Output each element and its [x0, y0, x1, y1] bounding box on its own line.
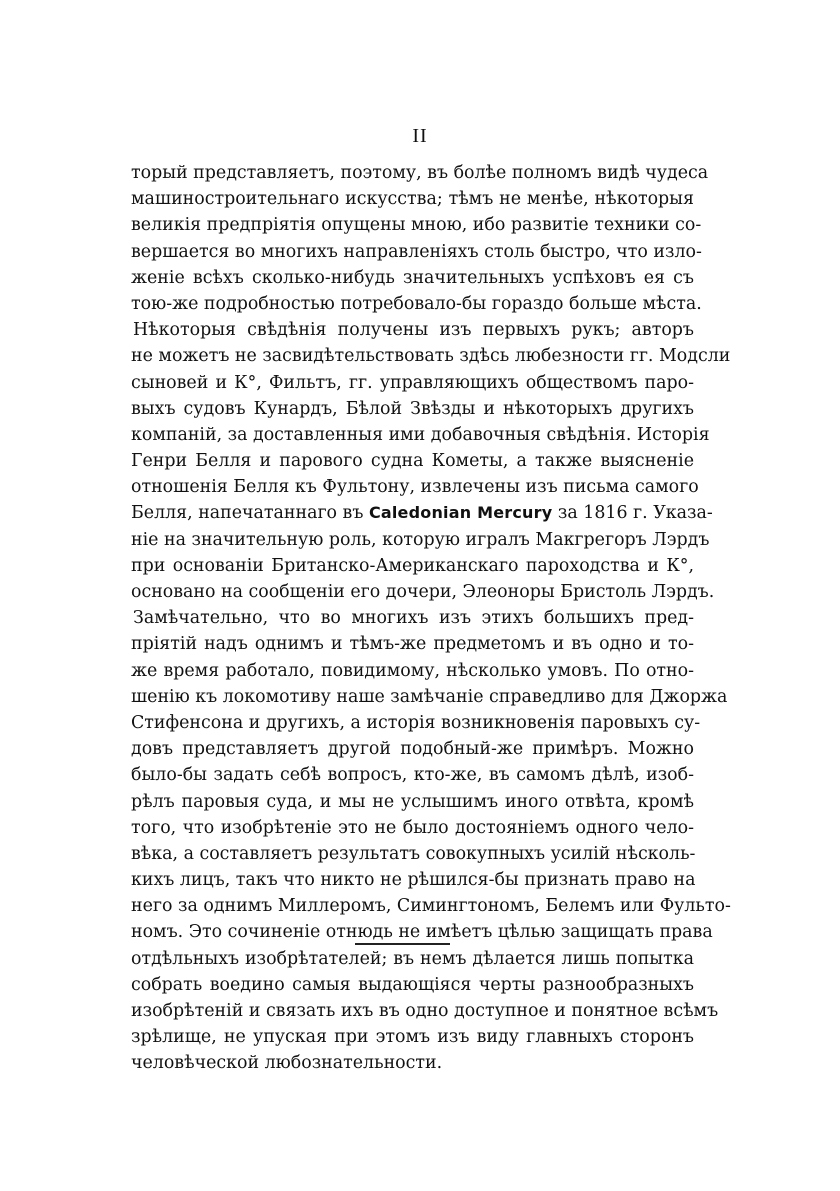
text-segment: Белля, напечатаннаго въ: [131, 503, 369, 524]
text-line: изобрѣтеній и связать ихъ въ одно доступное и понятное всѣмъ: [131, 1001, 719, 1021]
text-segment: за 1816 г. Указа-: [552, 503, 713, 524]
text-line: компаній, за доставленныя ими добавочныя свѣдѣнія. Исторія: [131, 424, 710, 445]
paragraph-1: [131, 160, 709, 317]
text-line: Нѣкоторыя свѣдѣнія получены изъ первыхъ рукъ; авторъ: [133, 320, 694, 341]
text-line: него за однимъ Миллеромъ, Симингтономъ, Белемъ или Фульто-: [131, 896, 731, 917]
paragraph-2: [131, 317, 731, 605]
text-line: человѣческой любознательности.: [131, 1053, 443, 1074]
text-line: Замѣчательно, что во многихъ изъ этихъ большихъ пред-: [133, 608, 694, 629]
text-line: же время работало, повидимому, нѣсколько умовъ. По отно-: [131, 660, 694, 681]
text-line: сыновей и К°, Фильтъ, гг. управляющихъ обществомъ паро-: [131, 372, 694, 393]
text-line: не можетъ не засвидѣтельствовать здѣсь любезности гг. Модсли: [131, 346, 731, 367]
text-line: отношенія Белля къ Фультону, извлечены изъ письма самого: [131, 477, 699, 498]
paragraph-3: [131, 605, 731, 1076]
text-line: зрѣлище, не упуская при этомъ изъ виду главныхъ сторонъ: [131, 1027, 694, 1048]
text-line: Стифенсона и другихъ, а исторія возникновенія паровыхъ су-: [131, 712, 701, 733]
text-line: собрать воедино самыя выдающіяся черты разнообразныхъ: [131, 974, 694, 995]
section-end-rule: [355, 943, 450, 945]
text-line: торый представляетъ, поэтому, въ болѣе полномъ видѣ чудеса: [131, 163, 709, 183]
text-line: того, что изобрѣтеніе это не было достояніемъ одного чело-: [131, 817, 694, 838]
text-line: было-бы задать себѣ вопросъ, кто-же, въ самомъ дѣлѣ, изоб-: [131, 765, 694, 786]
text-line: при основаніи Британско-Американскаго пароходства и К°,: [131, 555, 694, 576]
text-line: Генри Белля и парового судна Кометы, а также выясненіе: [131, 451, 694, 472]
text-line: тою-же подробностью потребовало-бы гораздо больше мѣста.: [131, 293, 702, 314]
text-line: кихъ лицъ, такъ что никто не рѣшился-бы признать право на: [131, 870, 696, 891]
text-line: машиностроительнаго искусства; тѣмъ не менѣе, нѣкоторыя: [131, 189, 694, 210]
text-line: ніе на значительную роль, которую игралъ Макгрегоръ Лэрдъ: [131, 529, 710, 550]
text-line: вершается во многихъ направленіяхъ столь быстро, что изло-: [131, 241, 702, 262]
text-line: вѣка, а составляетъ результатъ совокупныхъ усилій нѣсколь-: [131, 843, 696, 864]
text-line: довъ представляетъ другой подобный-же примѣръ. Можно: [131, 739, 694, 760]
text-line: шенію къ локомотиву наше замѣчаніе справедливо для Джоржа: [131, 686, 728, 707]
text-line: рѣлъ паровыя суда, и мы не услышимъ иного отвѣта, кромѣ: [131, 791, 694, 812]
text-line: отдѣльныхъ изобрѣтателей; въ немъ дѣлается лишь попытка: [131, 948, 694, 969]
body-text: [131, 160, 731, 1077]
newspaper-title: Caledonian Mercury: [368, 503, 553, 523]
text-line: основано на сообщеніи его дочери, Элеоноры Бристоль Лэрдъ.: [131, 582, 715, 602]
text-line: великія предпріятія опущены мною, ибо развитіе техники со-: [131, 215, 702, 236]
text-line: пріятій надъ однимъ и тѣмъ-же предметомъ и въ одно и то-: [131, 634, 694, 655]
text-line-with-citation: [131, 500, 713, 526]
page-number: II: [412, 125, 428, 147]
text-line: выхъ судовъ Кунардъ, Бѣлой Звѣзды и нѣкоторыхъ другихъ: [131, 398, 694, 419]
text-line: женіе всѣхъ сколько-нибудь значительныхъ успѣховъ ея съ: [131, 267, 694, 288]
text-line: номъ. Это сочиненіе отнюдь не имѣетъ цѣлью защищать права: [131, 922, 713, 943]
